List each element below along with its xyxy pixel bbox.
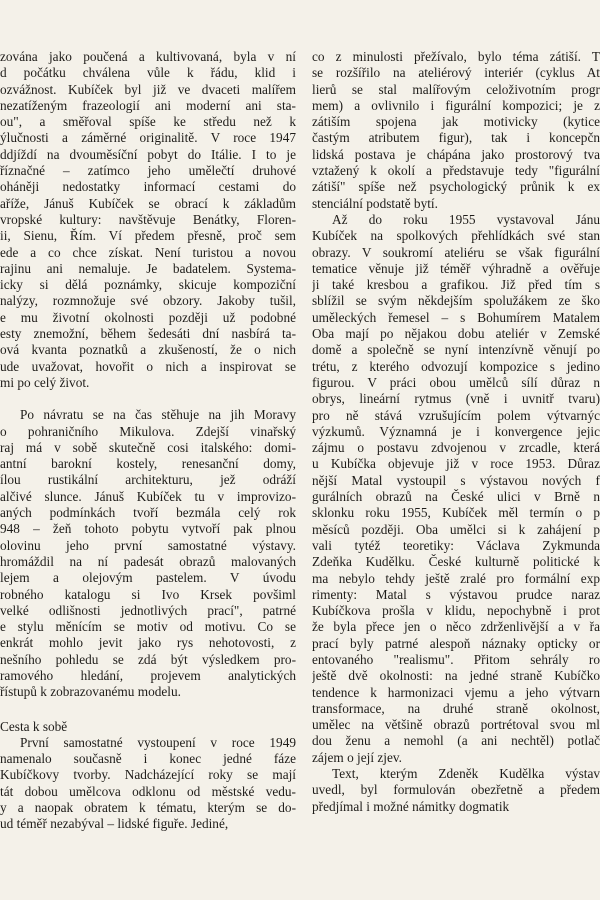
text-line: trétu, z kterého odvozují kompozice s jedino bbox=[312, 358, 600, 374]
text-line: alčivé slunce. Jánuš Kubíček tu v improvizo- bbox=[0, 488, 296, 504]
text-line: vztažený k okolí a představuje tedy "figurální bbox=[312, 163, 600, 179]
text-line: enkrát mohlo jevit jako rys nehotovosti, z bbox=[0, 635, 296, 651]
right-paragraph-1 bbox=[312, 49, 600, 212]
text-line: uvedl, byl formulován obezřetně a předem bbox=[312, 782, 600, 798]
text-line: sklonku roku 1955, Kubíček měl termín o p bbox=[312, 505, 600, 521]
text-line: domě a společně se nyní intenzívně věnují po bbox=[312, 342, 600, 358]
text-line: Kubíčkovy tvorby. Nadcházející roky se mají bbox=[0, 767, 296, 783]
text-line: měsíců později. Oba umělci si k zahájení p bbox=[312, 521, 600, 537]
left-paragraph-2 bbox=[0, 407, 296, 700]
text-line: velké odlišnosti jednotlivých prací", patrné bbox=[0, 602, 296, 618]
left-column bbox=[0, 49, 296, 833]
text-line: Až do roku 1955 vystavoval Jánu bbox=[332, 211, 600, 227]
text-line: prací byly patrné alespoň náznaky opticky or bbox=[312, 635, 600, 651]
text-line: První samostatné vystoupení v roce 1949 bbox=[20, 734, 296, 750]
text-line: icky si dělá poznámky, skicuje kompoziční bbox=[0, 277, 296, 293]
text-line: ílou rustikální architekturu, jež odráží bbox=[0, 472, 296, 488]
text-line: Oba mají po nějakou dobu ateliér v Zemské bbox=[312, 326, 600, 342]
text-line: u Kubíčka objevuje již v roce 1953. Důraz bbox=[312, 456, 600, 472]
text-line: esty znemožní, během šedesáti dní nasbírá ta- bbox=[0, 326, 296, 342]
text-line: o pohraničního Mikulova. Zdejší vinařský bbox=[0, 423, 296, 439]
paragraph-gap bbox=[0, 391, 296, 407]
text-line: se rozšířilo na ateliérový interiér (cyklus At bbox=[312, 65, 600, 81]
text-line: častým atributem figur), tak i koncepčn bbox=[312, 130, 600, 146]
text-line: 948 – žeň tohoto pobytu vytvoří pak plnou bbox=[0, 521, 296, 537]
text-line: raj má v sobě skutečně cosi italského: domi- bbox=[0, 439, 296, 455]
left-paragraph-3 bbox=[0, 735, 296, 833]
text-line: rajinu ani nemaluje. Je badatelem. Systema- bbox=[0, 260, 296, 276]
text-line: mem) a ovlivnilo i figurální kompozici; je z bbox=[312, 97, 600, 113]
text-line: zájem o její zjev. bbox=[312, 749, 402, 765]
text-line: ještě dvě okolnosti: na jedné straně Kubíčko bbox=[312, 668, 600, 684]
section-heading: Cesta k sobě bbox=[0, 718, 68, 734]
text-line: ud téměř nezabýval – lidské figuře. Jediné, bbox=[0, 816, 229, 832]
text-line: nešního pohledu se zdá být výsledkem pro- bbox=[0, 651, 296, 667]
text-line: Zdeňka Kudělku. České kulturně politické k bbox=[312, 554, 600, 570]
text-line: co z minulosti přežívalo, bylo téma zátiší. T bbox=[312, 49, 600, 64]
text-line: uměleckých řemesel – s Bohumírem Matalem bbox=[312, 309, 600, 325]
right-paragraph-2 bbox=[312, 212, 600, 766]
text-line: tendence k harmonizaci vjemu a jeho výtvarn bbox=[312, 684, 600, 700]
text-line: mi po celý život. bbox=[0, 374, 90, 390]
text-line: ji také kresbou a grafikou. Již před tím s bbox=[312, 277, 600, 293]
text-line: obrazy. V soukromí ateliéru se však figurální bbox=[312, 244, 600, 260]
text-line: antní barokní kostely, renesanční domy, bbox=[0, 456, 296, 472]
text-line: y a naopak obratem k tématu, kterým se do- bbox=[0, 800, 296, 816]
text-line: ddjíždí na dvouměsíční pobyt do Itálie. I to je bbox=[0, 146, 296, 162]
text-line: e mu životní okolnosti později už podobné bbox=[0, 309, 296, 325]
text-line: zátiší" spíše než psychologický průnik k ex bbox=[312, 179, 600, 195]
paragraph-gap bbox=[0, 701, 296, 717]
right-column bbox=[312, 49, 600, 815]
text-line: říznačné – zatímco jeho umělečtí druhové bbox=[0, 163, 296, 179]
text-line: rimenty: Matal s výstavou prudce naraz bbox=[312, 586, 600, 602]
text-line: aných podmínkách tvoří bezmála celý rok bbox=[0, 505, 296, 521]
text-line: nější Matal vystoupil s výstavou nových f bbox=[312, 472, 600, 488]
text-line: nalýzy, rozmnožuje své obzory. Jakoby tušil, bbox=[0, 293, 296, 309]
text-line: pro ně stává vzrušujícím polem výtvarnýc bbox=[312, 407, 600, 423]
text-line: ramového hledání, projevem analytických bbox=[0, 667, 296, 683]
text-line: zována jako poučená a kultivovaná, byla v ní bbox=[0, 49, 296, 64]
text-line: tát dobou umělcova odklonu od městské vedu- bbox=[0, 783, 296, 799]
text-line: Kubíček na spolkových přehlídkách své stan bbox=[312, 228, 600, 244]
text-line: ede a co chce získat. Není turistou a novou bbox=[0, 244, 296, 260]
text-line: d počátku chválena vůle k řádu, klid i bbox=[0, 65, 296, 81]
text-line: že byla přece jen o něco zdrženlivější a v řa bbox=[312, 619, 600, 635]
text-line: aříže, Jánuš Kubíček se obrací k základům bbox=[0, 195, 296, 211]
text-line: ozvážnost. Kubíček byl již ve dvaceti malířem bbox=[0, 81, 296, 97]
text-line: tematice věnuje již téměř výhradně a ověřuje bbox=[312, 260, 600, 276]
text-line: ma nebylo tehdy ještě zralé pro formální exp bbox=[312, 570, 600, 586]
text-line: výzkumů. Významná je i konvergence jejic bbox=[312, 423, 600, 439]
text-line: Text, kterým Zdeněk Kudělka výstav bbox=[332, 766, 600, 782]
text-line: transformace, na druhé straně okolnost, bbox=[312, 700, 600, 716]
text-line: ou", a směřoval spíše ke středu než k bbox=[0, 114, 296, 130]
text-line: obrys, lineární rytmus (vně i uvnitř tvaru) bbox=[312, 391, 600, 407]
text-line: gurálních obrazů na České ulici v Brně n bbox=[312, 489, 600, 505]
text-line: namenalo současně i konec jedné fáze bbox=[0, 751, 296, 767]
text-line: řístupů k zobrazovanému modelu. bbox=[0, 684, 181, 700]
text-line: vropské kultury: navštěvuje Benátky, Floren- bbox=[0, 211, 296, 227]
right-paragraph-3 bbox=[312, 766, 600, 815]
text-line: lejem a olejovým pastelem. V úvodu bbox=[0, 570, 296, 586]
text-line: ová kvanta poznatků a zkušeností, že o nich bbox=[0, 342, 296, 358]
text-line: oháněji nedostatky informací cestami do bbox=[0, 179, 296, 195]
text-line: nezatíženým frazeologií ani moderní ani sta- bbox=[0, 97, 296, 113]
text-line: figurou. V práci obou umělců sílí důraz n bbox=[312, 374, 600, 390]
text-line: e stylu měnícím se motiv od motivu. Co se bbox=[0, 619, 296, 635]
text-line: robného katalogu si Ivo Krsek povšiml bbox=[0, 586, 296, 602]
text-line: umělec na většině obrazů portrétoval svou ml bbox=[312, 717, 600, 733]
text-line: Kubíčkova prošla v klidu, nepochybně i prot bbox=[312, 603, 600, 619]
text-line: stenciální podstatě bytí. bbox=[312, 195, 438, 211]
text-line: ýlučnosti a záměrné originalitě. V roce 1947 bbox=[0, 130, 296, 146]
text-line: olovinu jeho první samostatné výstavy. bbox=[0, 537, 296, 553]
text-line: ude uvažovat, hovořit o nich a inspirovat se bbox=[0, 358, 296, 374]
text-line: předjímal i možné námitky dogmatik bbox=[312, 798, 510, 814]
text-line: hromáždil na ní padesát obrazů malovaných bbox=[0, 553, 296, 569]
text-line: lidská postava je chápána jako prostorový tva bbox=[312, 146, 600, 162]
text-line: sblížil se svým někdejším spolužákem ze ško bbox=[312, 293, 600, 309]
text-line: zátiším spojena jak motivicky (kytice bbox=[312, 114, 600, 130]
text-line: lierů se stal malířovým celoživotním progr bbox=[312, 81, 600, 97]
text-line: zájmu o postavu zdvojenou v zrcadle, která bbox=[312, 440, 600, 456]
text-line: ii, Sienu, Řím. Ví předem přesně, proč sem bbox=[0, 228, 296, 244]
left-paragraph-1 bbox=[0, 49, 296, 391]
text-line: Po návratu se na čas stěhuje na jih Moravy bbox=[20, 407, 296, 423]
text-line: vali tytéž teoretiky: Václava Zykmunda bbox=[312, 537, 600, 553]
text-line: dou ženu a nemohl (a ani nechtěl) potlač bbox=[312, 733, 600, 749]
text-line: entovaného "realismu". Přitom sehrály ro bbox=[312, 651, 600, 667]
